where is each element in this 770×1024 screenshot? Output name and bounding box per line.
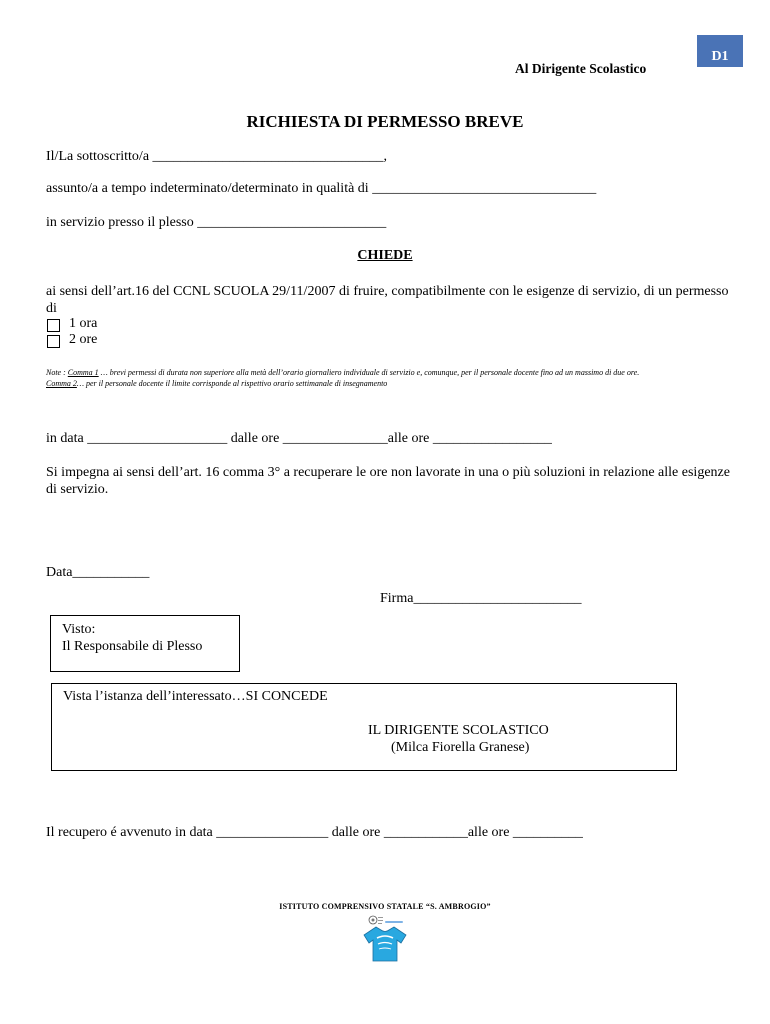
visto-label: Visto:: [62, 622, 96, 637]
signer-name: (Milca Fiorella Granese): [391, 740, 530, 755]
approval-box: [51, 683, 677, 771]
note-prefix: Note :: [46, 368, 68, 377]
chiede-heading: CHIEDE: [357, 248, 413, 263]
undersigned-field[interactable]: Il/La sottoscritto/a _________________________________,: [46, 149, 388, 164]
note-comma1-text: … brevi permessi di durata non superiore alla metà dell’orario giornaliero individuale di servizio e, comunque, per il personale docente fino ad un massimo di due ore.: [98, 368, 640, 377]
visto-box: [50, 615, 240, 672]
school-name-footer: ISTITUTO COMPRENSIVO STATALE “S. AMBROGIO”: [279, 902, 491, 911]
document-code-badge: D1: [697, 35, 743, 67]
note-comma1-label: Comma 1: [67, 368, 99, 377]
note-comma2-label: Comma 2: [46, 379, 77, 388]
plesso-manager-label: Il Responsabile di Plesso: [62, 639, 203, 654]
legal-note: [46, 367, 726, 389]
option-1-hour-checkbox[interactable]: [47, 319, 60, 332]
date-field[interactable]: Data___________: [46, 565, 150, 580]
option-2-hours-label: 2 ore: [69, 332, 98, 347]
addressee: Al Dirigente Scolastico: [515, 61, 647, 76]
service-location-field[interactable]: in servizio presso il plesso ___________________________: [46, 215, 387, 230]
approval-text: Vista l’istanza dell’interessato…SI CONCEDE: [63, 689, 328, 704]
option-1-hour-label: 1 ora: [69, 316, 98, 331]
document-title: RICHIESTA DI PERMESSO BREVE: [246, 112, 524, 131]
permit-date-time-field[interactable]: in data ____________________ dalle ore _______________alle ore _________________: [46, 431, 552, 446]
employment-field[interactable]: assunto/a a tempo indeterminato/determinato in qualità di ________________________________: [46, 181, 597, 196]
signature-field[interactable]: Firma________________________: [380, 591, 582, 606]
recovery-field[interactable]: Il recupero é avvenuto in data ________________ dalle ore ____________alle ore __________: [46, 825, 583, 840]
school-logo-icon: [362, 925, 408, 963]
option-2-hours-checkbox[interactable]: [47, 335, 60, 348]
commitment-text: Si impegna ai sensi dell’art. 16 comma 3° a recuperare le ore non lavorate in una o più soluzioni in relazione alle esigenze di servizio.: [46, 465, 730, 497]
note-comma2-text: … per il personale docente il limite corrisponde al rispettivo orario settimanale di insegnamento: [76, 379, 388, 388]
request-text: ai sensi dell’art.16 del CCNL SCUOLA 29/11/2007 di fruire, compatibilmente con le esigenze di servizio, di un permesso di: [46, 284, 729, 316]
signer-title: IL DIRIGENTE SCOLASTICO: [368, 723, 549, 738]
